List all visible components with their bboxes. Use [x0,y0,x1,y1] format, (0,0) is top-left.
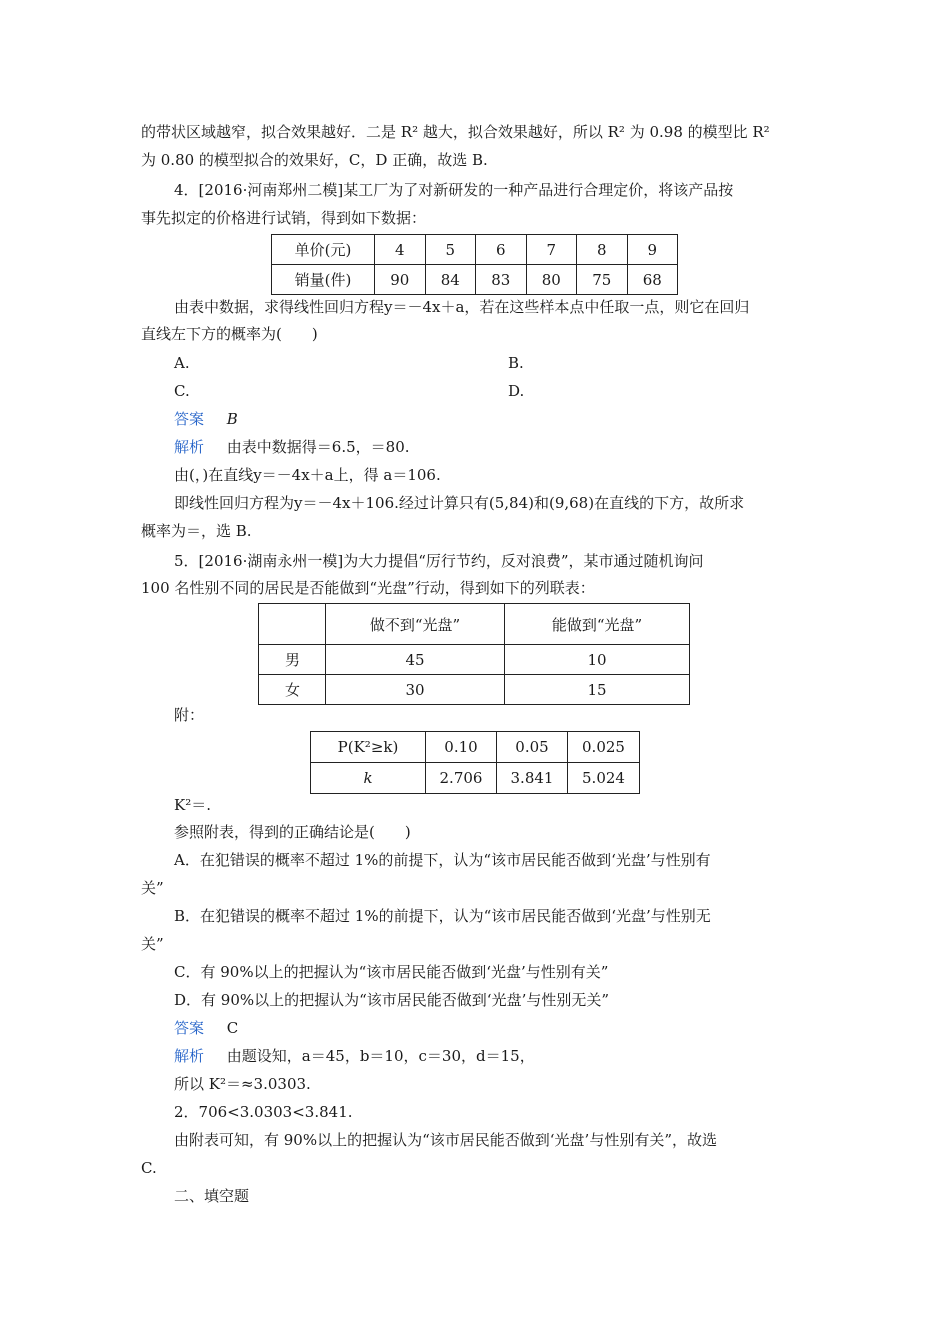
option-b: B. [508,354,524,372]
option-d: D．有 90%以上的把握认为“该市居民能否做到‘光盘’与性别无关” [174,991,610,1009]
table-cell: 10 [505,645,690,675]
table-cell: 45 [326,645,505,675]
question-4-prompt: 直线左下方的概率为( ) [141,325,318,343]
question-4-stem: 4．[2016·河南郑州二模]某工厂为了对新研发的一种产品进行合理定价，将该产品按 [174,181,734,199]
option-b: B．在犯错误的概率不超过 1%的前提下，认为“该市居民能否做到‘光盘’与性别无 [174,907,711,925]
table-row-label: 女 [259,675,326,705]
analysis-text: 即线性回归方程为y＝－4x＋106.经过计算只有(5,84)和(9,68)在直线的下方，故所求 [174,494,745,512]
question-4-prompt: 由表中数据，求得线性回归方程y＝－4x＋a，若在这些样本点中任取一点，则它在回归 [174,298,750,316]
table-cell: 5 [425,235,476,265]
analysis-text: 由(，)在直线y＝－4x＋a上，得 a＝106. [174,466,441,484]
answer-label: 答案 [174,1019,205,1037]
text-line: 的带状区域越窄，拟合效果越好．二是 R² 越大，拟合效果越好，所以 R² 为 0.98 的模型比 R² [141,123,770,141]
section-heading: 二、填空题 [174,1187,250,1205]
question-4-stem: 事先拟定的价格进行试销，得到如下数据： [141,209,427,227]
analysis-text: 所以 K²＝≈3.0303. [174,1075,311,1093]
question-5-prompt: 参照附表，得到的正确结论是( ) [174,823,411,841]
table-header: 做不到“光盘” [326,604,505,645]
table-row-label: 男 [259,645,326,675]
answer-label: 答案 [174,410,205,428]
analysis-text: C. [141,1159,157,1177]
table-cell: 90 [375,265,426,295]
analysis-row [174,1046,535,1066]
table-cell: 83 [476,265,527,295]
table-cell: 68 [627,265,678,295]
analysis-text: 由题设知，a＝45，b＝10，c＝30，d＝15， [226,1047,535,1065]
table-cell: 9 [627,235,678,265]
analysis-text: 概率为＝，选 B. [141,522,252,540]
table-cell: 80 [526,265,577,295]
table-cell: 2.706 [426,763,497,794]
table-cell: 0.05 [497,732,568,763]
option-a: A. [174,354,190,372]
answer-value: B [226,410,238,428]
answer-row [174,409,238,429]
table-cell: 15 [505,675,690,705]
analysis-text: 由附表可知，有 90%以上的把握认为“该市居民能否做到‘光盘’与性别有关”，故选 [174,1131,717,1149]
appendix-label: 附： [174,706,205,724]
option-a: A．在犯错误的概率不超过 1%的前提下，认为“该市居民能否做到‘光盘’与性别有 [174,851,711,869]
chi-square-reference-table [310,731,640,794]
analysis-text: 2．706<3.0303<3.841. [174,1103,353,1121]
option-a: 关” [141,879,164,897]
table-row-label: k [311,763,426,794]
analysis-text: 由表中数据得＝6.5，＝80. [226,438,410,456]
option-c: C．有 90%以上的把握认为“该市居民能否做到‘光盘’与性别有关” [174,963,609,981]
table-cell: 0.025 [568,732,640,763]
table-cell: 30 [326,675,505,705]
table-header-label: P(K²≥k) [311,732,426,763]
answer-row [174,1018,238,1038]
table-cell: 5.024 [568,763,640,794]
analysis-row [174,437,410,457]
analysis-label: 解析 [174,438,205,456]
contingency-table [258,603,690,705]
table-cell: 6 [476,235,527,265]
analysis-label: 解析 [174,1047,205,1065]
price-sales-table [271,234,678,295]
table-cell: 4 [375,235,426,265]
table-header: 能做到“光盘” [505,604,690,645]
question-5-stem: 100 名性别不同的居民是否能做到“光盘”行动，得到如下的列联表： [141,579,595,597]
table-cell: 0.10 [426,732,497,763]
table-corner-cell [259,604,326,645]
formula-text: K²＝. [174,796,211,814]
option-c: C. [174,382,190,400]
table-row-label: 销量(件) [272,265,375,295]
table-header-label: 单价(元) [272,235,375,265]
answer-value: C [226,1019,239,1037]
question-5-stem: 5．[2016·湖南永州一模]为大力提倡“厉行节约，反对浪费”，某市通过随机询问 [174,552,704,570]
option-d: D. [508,382,525,400]
option-b: 关” [141,935,164,953]
table-cell: 8 [577,235,628,265]
table-cell: 3.841 [497,763,568,794]
text-line: 为 0.80 的模型拟合的效果好，C，D 正确，故选 B. [141,151,488,169]
table-cell: 7 [526,235,577,265]
table-cell: 84 [425,265,476,295]
table-cell: 75 [577,265,628,295]
